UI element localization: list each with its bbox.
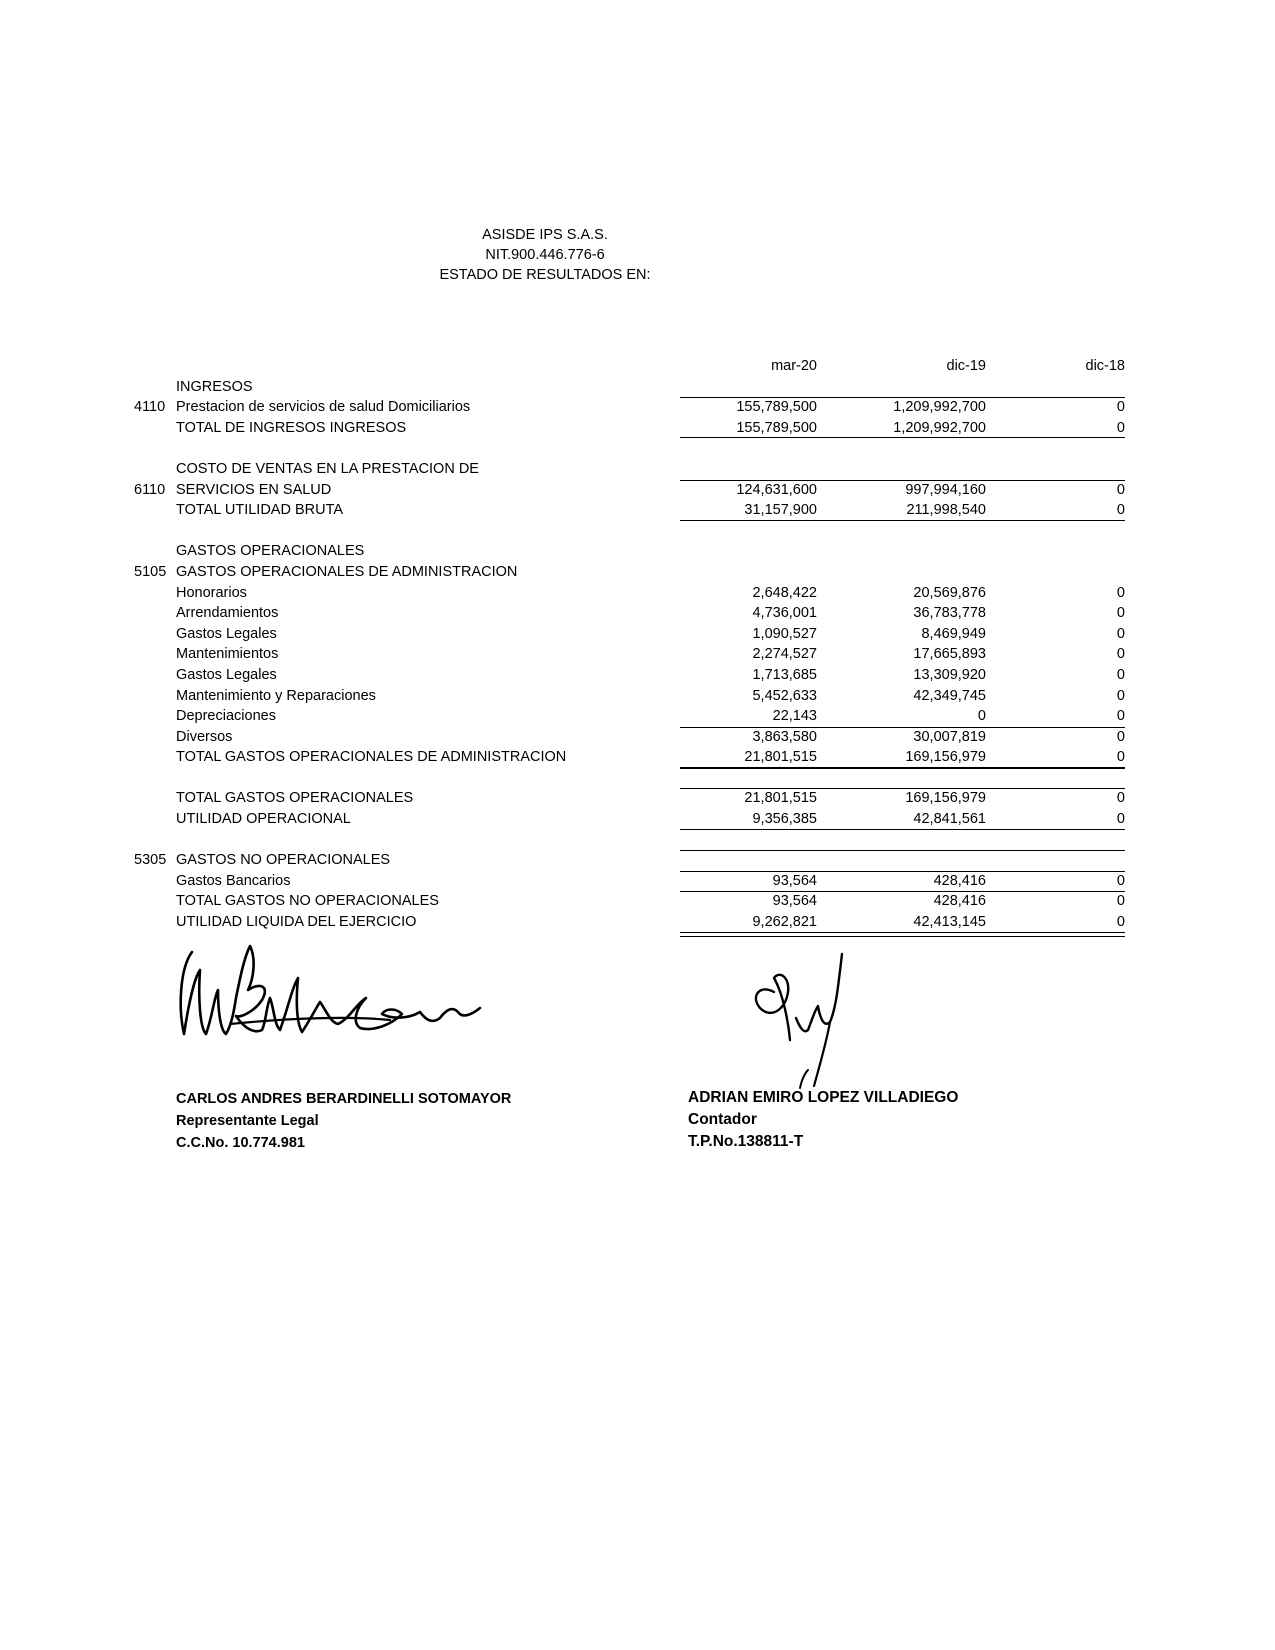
row-label: GASTOS NO OPERACIONALES	[176, 852, 391, 869]
value-dic-19: 8,469,949	[921, 625, 986, 642]
value-dic-19: 428,416	[933, 872, 986, 889]
signature-left-image	[170, 938, 500, 1050]
row-label: Arrendamientos	[176, 605, 279, 622]
column-header-dic19: dic-19	[946, 358, 986, 374]
value-mar-20: 5,452,633	[752, 687, 817, 704]
signer-right-name: ADRIAN EMIRO LOPEZ VILLADIEGO	[688, 1089, 959, 1106]
value-dic-18: 0	[1116, 419, 1125, 436]
value-dic-18: 0	[1116, 749, 1125, 766]
value-dic-18: 0	[1116, 605, 1125, 622]
statement-row	[0, 418, 1275, 439]
statement-row	[0, 397, 1275, 418]
value-dic-19: 42,413,145	[913, 914, 986, 931]
value-mar-20: 9,356,385	[752, 811, 817, 828]
row-label: Gastos Bancarios	[176, 872, 291, 889]
row-label: UTILIDAD OPERACIONAL	[176, 811, 351, 828]
value-dic-19: 169,156,979	[905, 749, 986, 766]
column-header-row	[0, 356, 1275, 377]
signer-left-role: Representante Legal	[176, 1113, 319, 1129]
value-dic-18: 0	[1116, 790, 1125, 807]
value-dic-18: 0	[1116, 708, 1125, 725]
account-code: 5305	[134, 852, 167, 869]
value-mar-20: 2,648,422	[752, 584, 817, 601]
statement-row	[0, 603, 1275, 624]
row-label: COSTO DE VENTAS EN LA PRESTACION DE	[176, 460, 479, 477]
total-rule	[680, 850, 1125, 871]
value-dic-19: 17,665,893	[913, 646, 986, 663]
statement-row	[0, 583, 1275, 604]
value-dic-19: 42,349,745	[913, 687, 986, 704]
value-dic-18: 0	[1116, 625, 1125, 642]
row-label: TOTAL GASTOS OPERACIONALES DE ADMINISTRACION	[176, 749, 567, 766]
row-label: INGRESOS	[176, 378, 253, 395]
income-statement-table	[0, 356, 1275, 933]
column-header-mar20: mar-20	[771, 358, 817, 374]
value-dic-18: 0	[1116, 502, 1125, 519]
statement-rows	[0, 377, 1275, 933]
statement-row	[0, 891, 1275, 912]
statement-row	[0, 500, 1275, 521]
statement-row	[0, 541, 1275, 562]
blank-row	[0, 768, 1275, 789]
company-nit: NIT.900.446.776-6	[485, 247, 605, 263]
row-label: Prestacion de servicios de salud Domiciliarios	[176, 399, 471, 416]
value-dic-19: 20,569,876	[913, 584, 986, 601]
signature-right-image	[730, 948, 870, 1098]
signer-right-role: Contador	[688, 1111, 757, 1128]
signer-right-id: T.P.No.138811-T	[688, 1133, 804, 1150]
value-dic-18: 0	[1116, 893, 1125, 910]
value-dic-19: 428,416	[933, 893, 986, 910]
value-mar-20: 21,801,515	[744, 749, 817, 766]
statement-row	[0, 809, 1275, 830]
value-mar-20: 1,713,685	[752, 666, 817, 683]
statement-row	[0, 644, 1275, 665]
value-mar-20: 22,143	[772, 708, 817, 725]
value-dic-18: 0	[1116, 399, 1125, 416]
value-dic-19: 36,783,778	[913, 605, 986, 622]
value-mar-20: 3,863,580	[752, 728, 817, 745]
value-dic-18: 0	[1116, 687, 1125, 704]
statement-row	[0, 562, 1275, 583]
value-mar-20: 93,564	[772, 893, 817, 910]
value-dic-19: 169,156,979	[905, 790, 986, 807]
value-dic-19: 13,309,920	[913, 666, 986, 683]
statement-row	[0, 747, 1275, 768]
value-mar-20: 4,736,001	[752, 605, 817, 622]
value-dic-18: 0	[1116, 481, 1125, 498]
value-dic-18: 0	[1116, 728, 1125, 745]
value-mar-20: 21,801,515	[744, 790, 817, 807]
statement-row	[0, 912, 1275, 933]
statement-row	[0, 706, 1275, 727]
value-mar-20: 124,631,600	[736, 481, 817, 498]
value-dic-19: 1,209,992,700	[893, 399, 986, 416]
row-label: Gastos Legales	[176, 625, 277, 642]
statement-row	[0, 727, 1275, 748]
value-dic-18: 0	[1116, 811, 1125, 828]
row-label: Gastos Legales	[176, 666, 277, 683]
account-code: 4110	[134, 399, 166, 416]
statement-row	[0, 459, 1275, 480]
company-name: ASISDE IPS S.A.S.	[482, 227, 608, 243]
row-label: TOTAL GASTOS OPERACIONALES	[176, 790, 414, 807]
signer-left-id: C.C.No. 10.774.981	[176, 1135, 305, 1151]
signature-left-block	[176, 1088, 511, 1154]
value-mar-20: 1,090,527	[752, 625, 817, 642]
row-label: Mantenimiento y Reparaciones	[176, 687, 376, 704]
value-dic-18: 0	[1116, 584, 1125, 601]
value-dic-18: 0	[1116, 872, 1125, 889]
statement-row	[0, 788, 1275, 809]
value-dic-18: 0	[1116, 666, 1125, 683]
document-header	[0, 225, 1090, 285]
value-mar-20: 2,274,527	[752, 646, 817, 663]
statement-row	[0, 850, 1275, 871]
value-mar-20: 31,157,900	[744, 502, 817, 519]
row-label: TOTAL UTILIDAD BRUTA	[176, 502, 344, 519]
value-dic-19: 997,994,160	[905, 481, 986, 498]
statement-row	[0, 377, 1275, 398]
value-mar-20: 155,789,500	[736, 399, 817, 416]
value-dic-19: 30,007,819	[913, 728, 986, 745]
value-mar-20: 155,789,500	[736, 419, 817, 436]
statement-row	[0, 686, 1275, 707]
statement-title: ESTADO DE RESULTADOS EN:	[439, 267, 651, 283]
value-dic-19: 1,209,992,700	[893, 419, 986, 436]
value-mar-20: 9,262,821	[752, 914, 817, 931]
value-dic-19: 211,998,540	[906, 502, 986, 519]
statement-row	[0, 624, 1275, 645]
row-label: Honorarios	[176, 584, 247, 601]
account-code: 5105	[134, 563, 167, 580]
value-dic-18: 0	[1116, 646, 1125, 663]
statement-row	[0, 480, 1275, 501]
blank-row	[0, 438, 1275, 459]
account-code: 6110	[134, 481, 166, 498]
row-label: GASTOS OPERACIONALES DE ADMINISTRACION	[176, 563, 518, 580]
row-label: Depreciaciones	[176, 708, 276, 725]
row-label: UTILIDAD LIQUIDA DEL EJERCICIO	[176, 914, 417, 931]
row-label: Mantenimientos	[176, 646, 279, 663]
row-label: TOTAL GASTOS NO OPERACIONALES	[176, 893, 439, 910]
signer-left-name: CARLOS ANDRES BERARDINELLI SOTOMAYOR	[176, 1091, 512, 1107]
row-label: SERVICIOS EN SALUD	[176, 481, 332, 498]
row-label: TOTAL DE INGRESOS INGRESOS	[176, 419, 407, 436]
blank-row	[0, 521, 1275, 542]
statement-row	[0, 665, 1275, 686]
total-rule	[680, 768, 1125, 789]
value-dic-19: 42,841,561	[913, 811, 986, 828]
value-dic-19: 0	[977, 708, 986, 725]
row-label: Diversos	[176, 728, 233, 745]
blank-row	[0, 830, 1275, 851]
row-label: GASTOS OPERACIONALES	[176, 543, 365, 560]
value-dic-18: 0	[1116, 914, 1125, 931]
statement-row	[0, 871, 1275, 892]
column-header-dic18: dic-18	[1085, 358, 1125, 374]
signature-right-block	[688, 1087, 958, 1153]
value-mar-20: 93,564	[772, 872, 817, 889]
